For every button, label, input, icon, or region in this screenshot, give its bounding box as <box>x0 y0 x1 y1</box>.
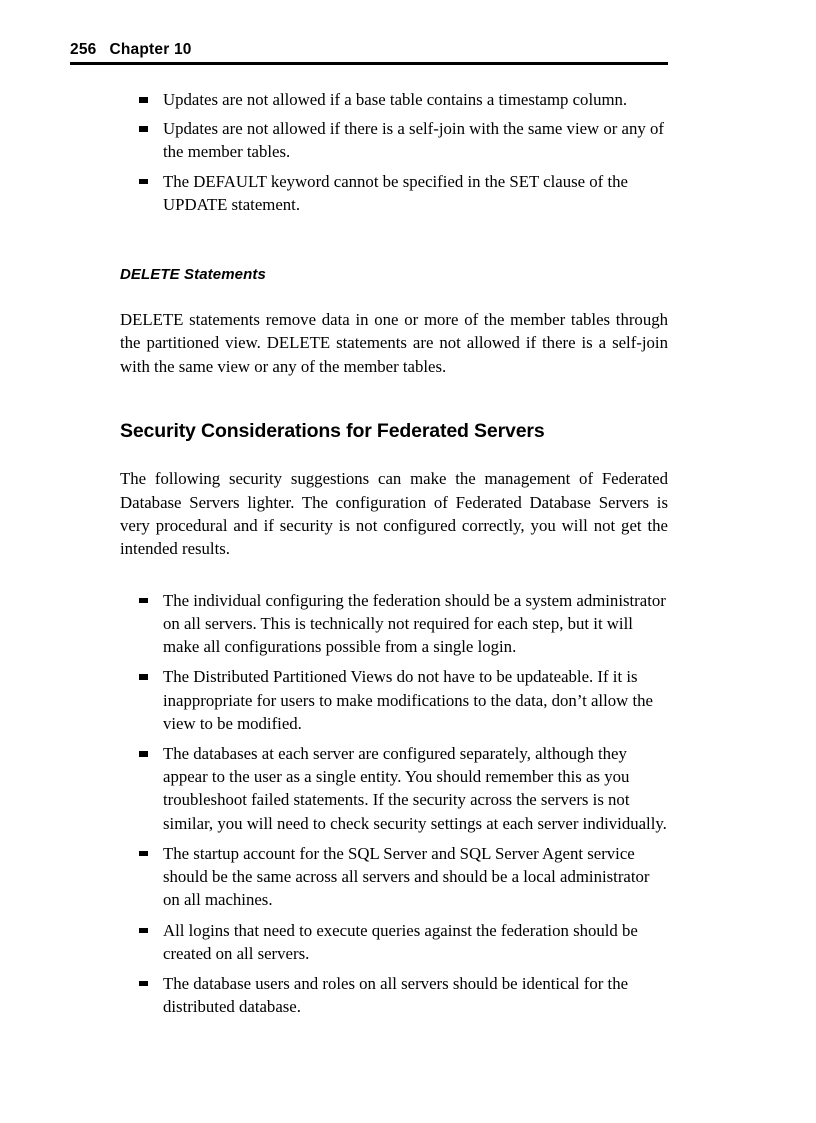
list-item-text: The individual configuring the federation should be a system administrator on all servers. This is technically not required for each step, but it will make all configurations possible from a single login. <box>163 590 666 657</box>
running-header-text <box>70 40 668 59</box>
list-item-text: The startup account for the SQL Server and SQL Server Agent service should be the same across all servers and should be a local administrator on all machines. <box>163 843 650 910</box>
list-item <box>120 170 668 216</box>
page-content <box>120 88 668 1025</box>
delete-statements-paragraph-block <box>120 308 668 378</box>
square-bullet-icon <box>139 598 148 604</box>
square-bullet-icon <box>139 851 148 857</box>
list-item <box>120 972 668 1018</box>
square-bullet-icon <box>139 97 148 103</box>
list-item <box>120 919 668 965</box>
list-item-text: The Distributed Partitioned Views do not have to be updateable. If it is inappropriate for users to make modifications to the data, don’t allow the view to be modified. <box>163 667 653 733</box>
delete-statements-heading: DELETE Statements <box>120 266 266 284</box>
update-restrictions-list <box>120 88 668 216</box>
list-item <box>120 117 668 163</box>
square-bullet-icon <box>139 179 148 185</box>
security-intro-paragraph: The following security suggestions can make the management of Federated Database Servers lighter. The configuration of Federated Database Servers is very procedural and if security is not configured correctly, you will not get the intended results. <box>120 469 668 559</box>
square-bullet-icon <box>139 751 148 757</box>
security-suggestions-list <box>120 589 668 1018</box>
list-item <box>120 589 668 659</box>
list-item-text: All logins that need to execute queries against the federation should be created on all servers. <box>163 920 638 963</box>
chapter-label: Chapter 10 <box>109 41 192 58</box>
delete-statements-paragraph: DELETE statements remove data in one or more of the member tables through the partitioned view. DELETE statements are not allowed if there is a self-join with the same view or any of the member tables. <box>120 310 668 376</box>
square-bullet-icon <box>139 981 148 987</box>
square-bullet-icon <box>139 674 148 680</box>
page-number: 256 <box>70 41 97 58</box>
list-item <box>120 665 668 735</box>
header-rule <box>70 62 668 65</box>
square-bullet-icon <box>139 928 148 934</box>
list-item <box>120 842 668 912</box>
security-section-heading: Security Considerations for Federated Servers <box>120 420 545 443</box>
delete-statements-heading-block <box>120 265 668 284</box>
security-paragraph-block <box>120 467 668 561</box>
square-bullet-icon <box>139 126 148 132</box>
running-header <box>70 40 668 65</box>
list-item <box>120 742 668 835</box>
list-item-text: The databases at each server are configured separately, although they appear to the user as a single entity. You should remember this as you troubleshoot failed statements. If the security across the servers is not similar, you will need to check security settings at each server individually. <box>163 744 667 833</box>
list-item-text: The DEFAULT keyword cannot be specified in the SET clause of the UPDATE statement. <box>163 171 628 214</box>
list-item <box>120 88 668 111</box>
list-item-text: The database users and roles on all servers should be identical for the distributed database. <box>163 973 629 1017</box>
list-item-text: Updates are not allowed if there is a self-join with the same view or any of the member tables. <box>163 119 664 162</box>
security-heading-block <box>120 419 668 443</box>
list-item-text: Updates are not allowed if a base table contains a timestamp column. <box>163 90 628 109</box>
